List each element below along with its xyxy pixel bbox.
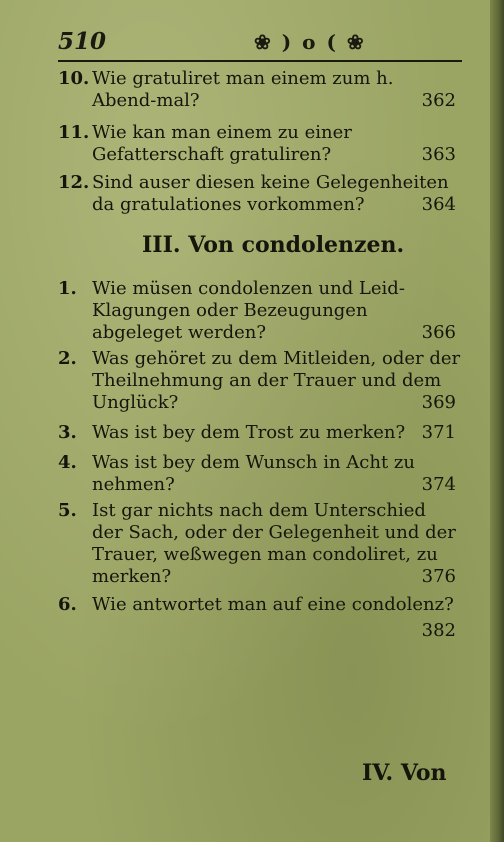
header-rule <box>58 60 462 62</box>
page-number: 510 <box>58 28 107 55</box>
entry-text: Wie antwortet man auf eine condolenz? <box>92 594 454 615</box>
entry-number: 4. <box>58 452 77 473</box>
entry-page: 364 <box>421 194 456 215</box>
entry-number: 1. <box>58 278 77 299</box>
section-heading: III. Von condolenzen. <box>142 232 405 258</box>
entry-number: 6. <box>58 594 77 615</box>
toc-entry-11 <box>58 122 462 166</box>
entry-text: Wie müsen condolenzen und Leid-Klagungen oder Bezeugungen abgeleget werden? <box>92 278 405 343</box>
toc-entry-5 <box>58 500 462 588</box>
entry-page: 362 <box>421 90 456 111</box>
entry-page: 371 <box>421 422 456 443</box>
page-spine-shadow <box>490 0 504 842</box>
page-header <box>58 28 462 60</box>
entry-text: Was ist bey dem Wunsch in Acht zu nehmen? <box>92 452 415 495</box>
entry-text: Sind auser diesen keine Gelegenheiten da gratulationes vorkommen? <box>92 172 449 215</box>
toc-entry-3 <box>58 422 462 444</box>
entry-number: 2. <box>58 348 77 369</box>
entry-page: 369 <box>421 392 456 413</box>
entry-text: Was gehöret zu dem Mitleiden, oder der Theilnehmung an der Trauer und dem Unglück? <box>92 348 461 413</box>
toc-entry-12 <box>58 172 462 216</box>
entry-number: 5. <box>58 500 77 521</box>
entry-page: 374 <box>421 474 456 495</box>
entry-text: Ist gar nichts nach dem Unterschied der Sach, oder der Gelegenheit und der Trauer, weßwegen man condoliret, zu merken? <box>92 500 456 587</box>
entry-number: 12. <box>58 172 90 193</box>
toc-entry-2 <box>58 348 462 414</box>
toc-entry-4 <box>58 452 462 496</box>
entry-number: 11. <box>58 122 90 143</box>
entry-page: 376 <box>421 566 456 587</box>
toc-entry-6 <box>58 594 462 641</box>
entry-number: 10. <box>58 68 90 89</box>
entry-page: 363 <box>421 144 456 165</box>
catchword: IV. Von <box>362 760 447 786</box>
entry-text: Wie kan man einem zu einer Gefatterschaft gratuliren? <box>92 122 352 165</box>
toc-entry-10 <box>58 68 462 112</box>
entry-text: Wie gratuliret man einem zum h. Abend-mal? <box>92 68 394 111</box>
entry-page: 382 <box>421 620 456 641</box>
header-ornament: ❀ ) o ( ❀ <box>254 30 366 54</box>
entry-number: 3. <box>58 422 77 443</box>
entry-page: 366 <box>421 322 456 343</box>
toc-entry-1 <box>58 278 462 344</box>
entry-text: Was ist bey dem Trost zu merken? <box>92 422 406 443</box>
